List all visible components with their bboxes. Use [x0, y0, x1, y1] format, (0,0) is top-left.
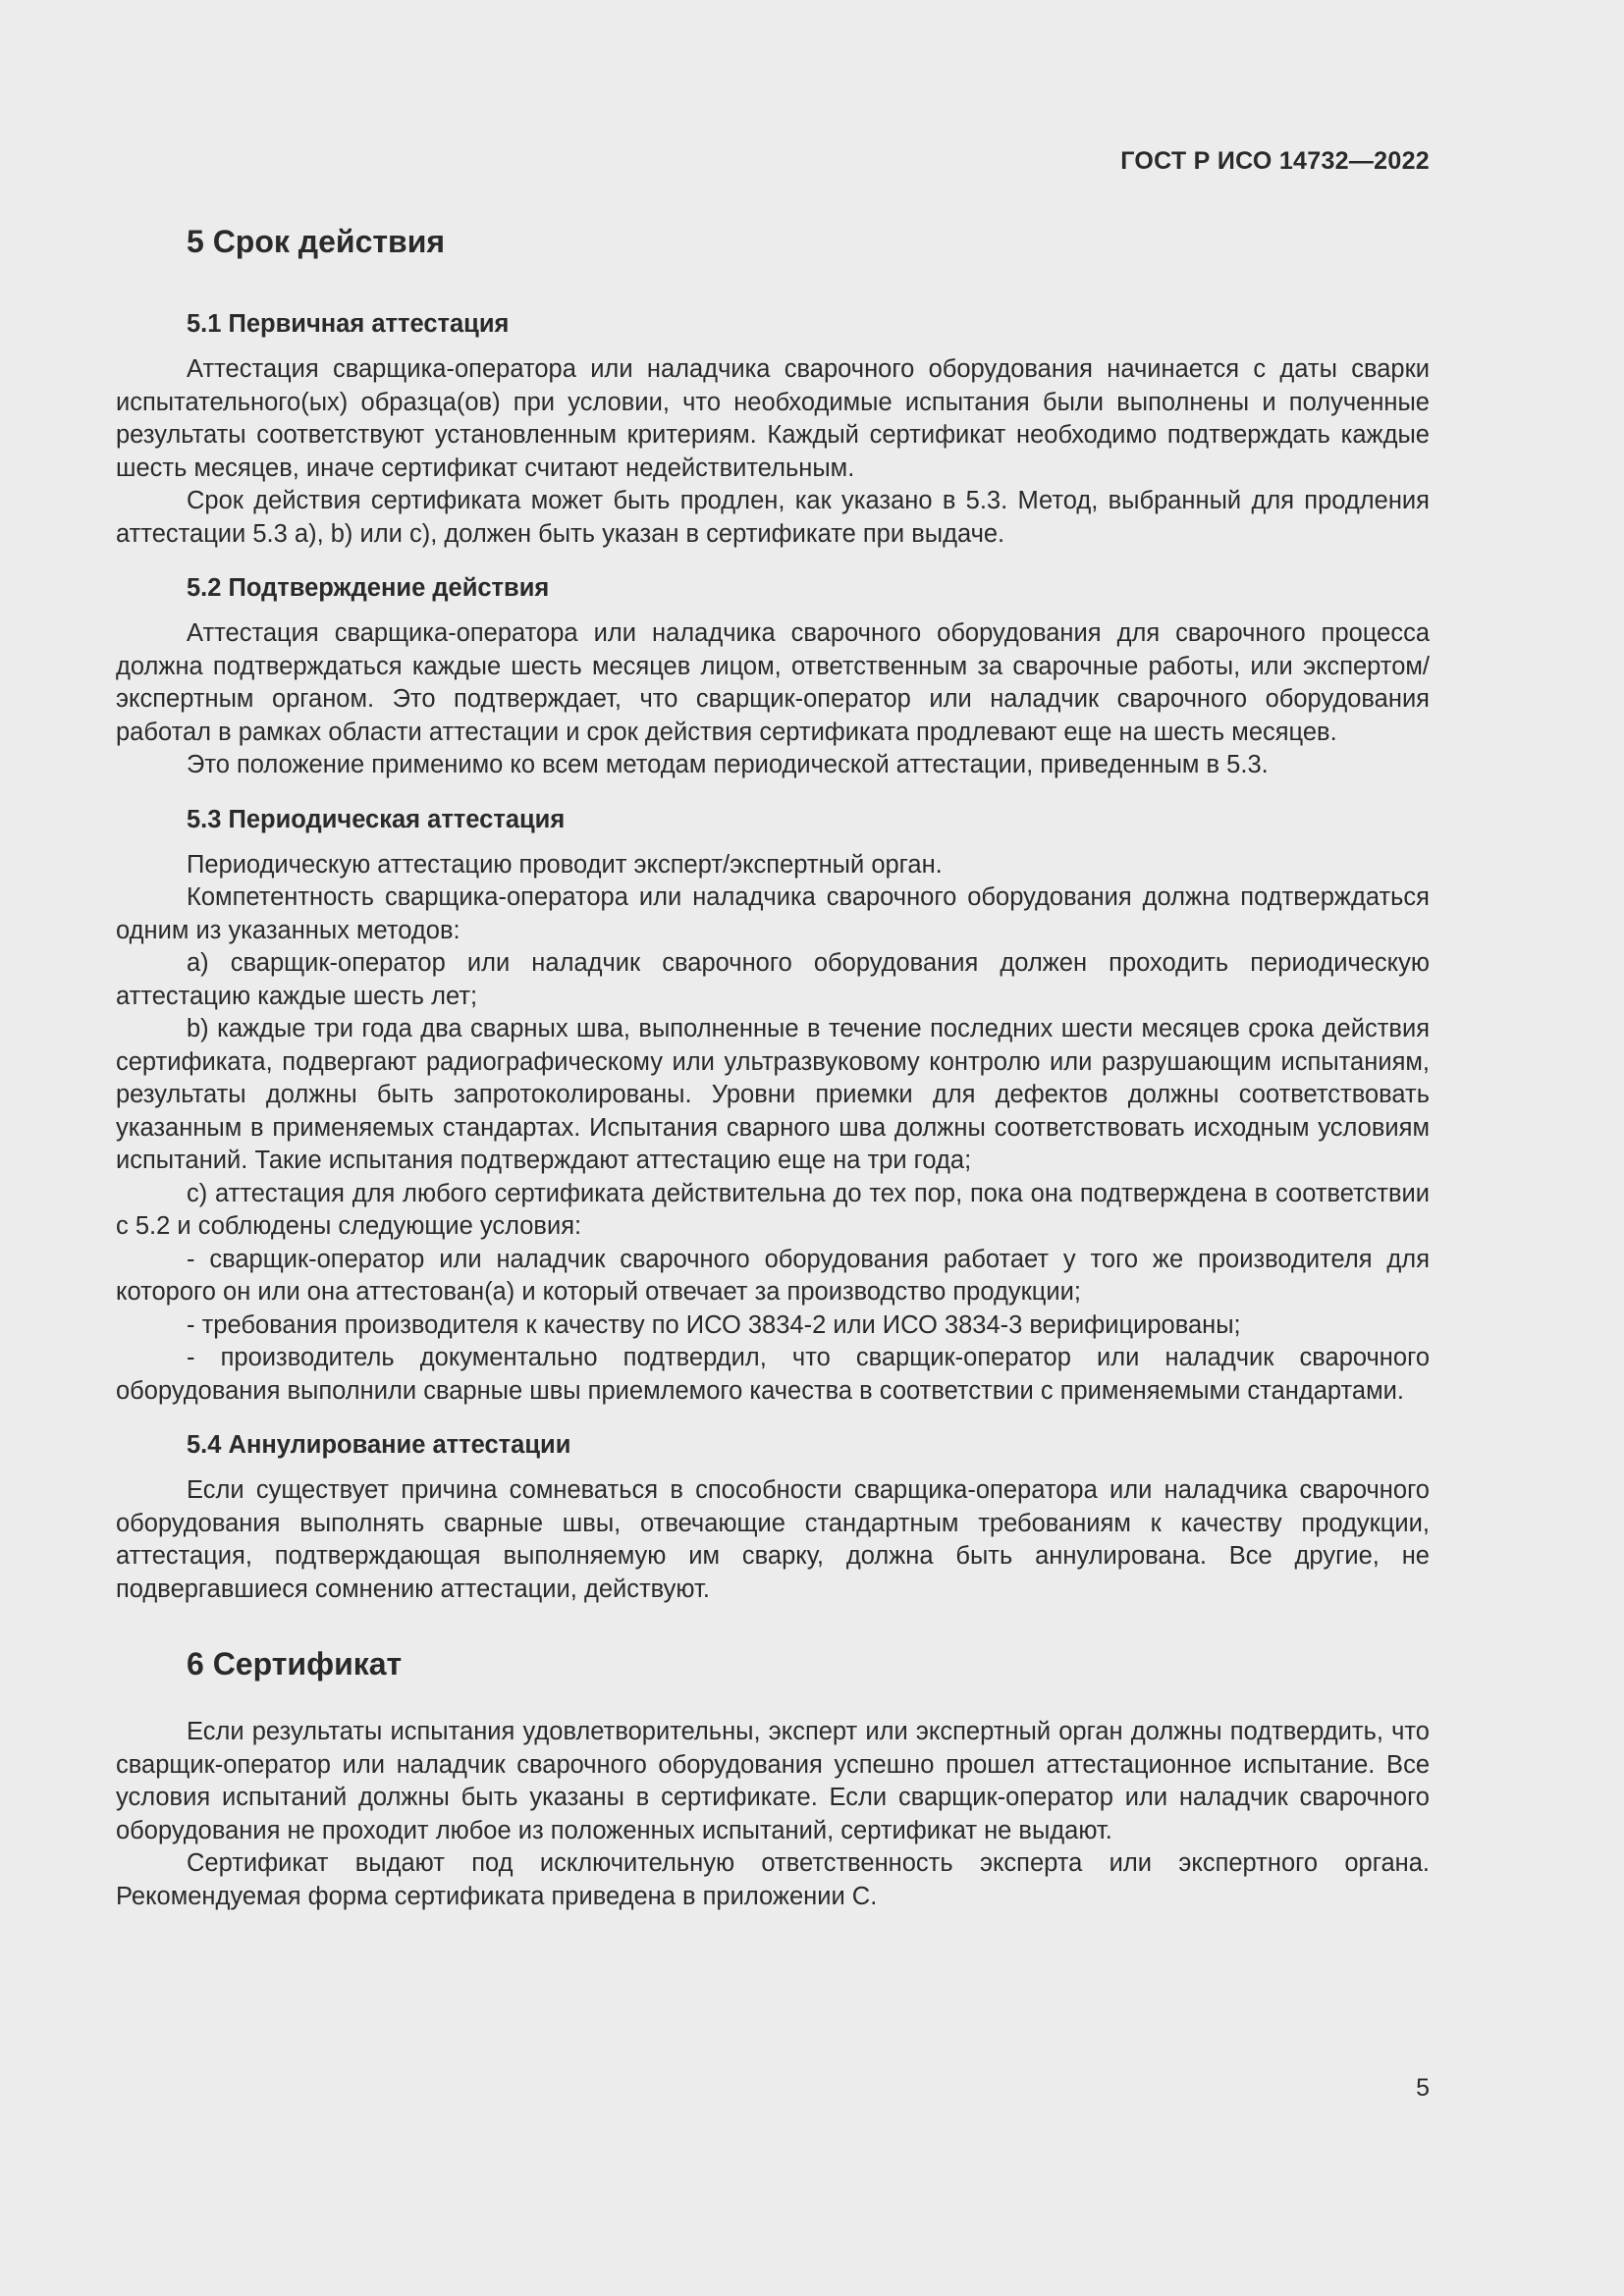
document-body [116, 222, 1430, 1913]
section-5-2-title: 5.2 Подтверждение действия [187, 574, 550, 602]
paragraph: Аттестация сварщика-оператора или наладчика сварочного оборудования для сварочного процесса должна подтверждаться каждые шесть месяцев лицом, ответственным за сварочные работы, или экспертом/экспертным органом. Это подтверждает, что сварщик-оператор или наладчик сварочного оборудования работал в рамках области аттестации и срок действия сертификата продлевают еще на шесть месяцев. [116, 619, 1430, 746]
paragraph: Аттестация сварщика-оператора или наладчика сварочного оборудования начинается с даты сварки испытательного(ых) образца(ов) при условии, что необходимые испытания были выполнены и полученные результаты соответствуют установленным критериям. Каждый сертификат необходимо подтверждать каждые шесть месяцев, иначе сертификат считают недействительным. [116, 355, 1430, 482]
paragraph: Это положение применимо ко всем методам периодической аттестации, приведенным в 5.3. [187, 751, 1269, 778]
list-item: с) аттестация для любого сертификата действительна до тех пор, пока она подтверждена в соответствии с 5.2 и соблюдены следующие условия: [116, 1179, 1430, 1240]
list-item: - производитель документально подтвердил, что сварщик-оператор или наладчик сварочного оборудования выполнили сварные швы приемлемого качества в соответствии с применяемыми стандартами. [116, 1344, 1430, 1405]
section-5-3-title: 5.3 Периодическая аттестация [187, 805, 566, 833]
paragraph: Если результаты испытания удовлетворительны, эксперт или экспертный орган должны подтвердить, что сварщик-оператор или наладчик сварочного оборудования успешно прошел аттестационное испытание. Все условия испытаний должны быть указаны в сертификате. Если сварщик-оператор или наладчик сварочного оборудования не проходит любое из положенных испытаний, сертификат не выдают. [116, 1718, 1430, 1844]
page-number: 5 [1416, 2074, 1430, 2102]
section-5-1-title: 5.1 Первичная аттестация [187, 310, 510, 338]
paragraph: Сертификат выдают под исключительную ответственность эксперта или экспертного органа. Рекомендуемая форма сертификата приведена в приложении С. [116, 1849, 1430, 1910]
list-item: - сварщик-оператор или наладчик сварочного оборудования работает у того же производителя для которого он или она аттестован(а) и который отвечает за производство продукции; [116, 1245, 1430, 1306]
section-5-title: 5 Срок действия [187, 224, 446, 259]
list-item: b) каждые три года два сварных шва, выполненные в течение последних шести месяцев срока действия сертификата, подвергают радиографическому или ультразвуковому контролю или разрушающим испытаниям, результаты должны быть запротоколированы. Уровни приемки для дефектов должны соответствовать указанным в применяемых стандартах. Испытания сварного шва должны соответствовать исходным условиям испытаний. Такие испытания подтверждают аттестацию еще на три года; [116, 1015, 1430, 1174]
list-item: - требования производителя к качеству по ИСО 3834-2 или ИСО 3834-3 верифицированы; [187, 1310, 1241, 1339]
paragraph: Срок действия сертификата может быть продлен, как указано в 5.3. Метод, выбранный для продления аттестации 5.3 а), b) или с), должен быть указан в сертификате при выдаче. [116, 487, 1430, 548]
paragraph: Компетентность сварщика-оператора или наладчика сварочного оборудования должна подтверждаться одним из указанных методов: [116, 883, 1430, 944]
section-5-4-title: 5.4 Аннулирование аттестации [187, 1431, 571, 1459]
list-item: а) сварщик-оператор или наладчик сварочного оборудования должен проходить периодическую аттестацию каждые шесть лет; [116, 949, 1430, 1010]
paragraph: Периодическую аттестацию проводит эксперт/экспертный орган. [187, 850, 943, 879]
section-6-title: 6 Сертификат [187, 1646, 403, 1682]
document-code: ГОСТ Р ИСО 14732—2022 [1120, 147, 1430, 175]
paragraph: Если существует причина сомневаться в способности сварщика-оператора или наладчика сварочного оборудования выполнять сварные швы, отвечающие стандартным требованиям к качеству продукции, аттестация, подтверждающая выполняемую им сварку, должна быть аннулирована. Все другие, не подвергавшиеся сомнению аттестации, действуют. [116, 1476, 1430, 1603]
